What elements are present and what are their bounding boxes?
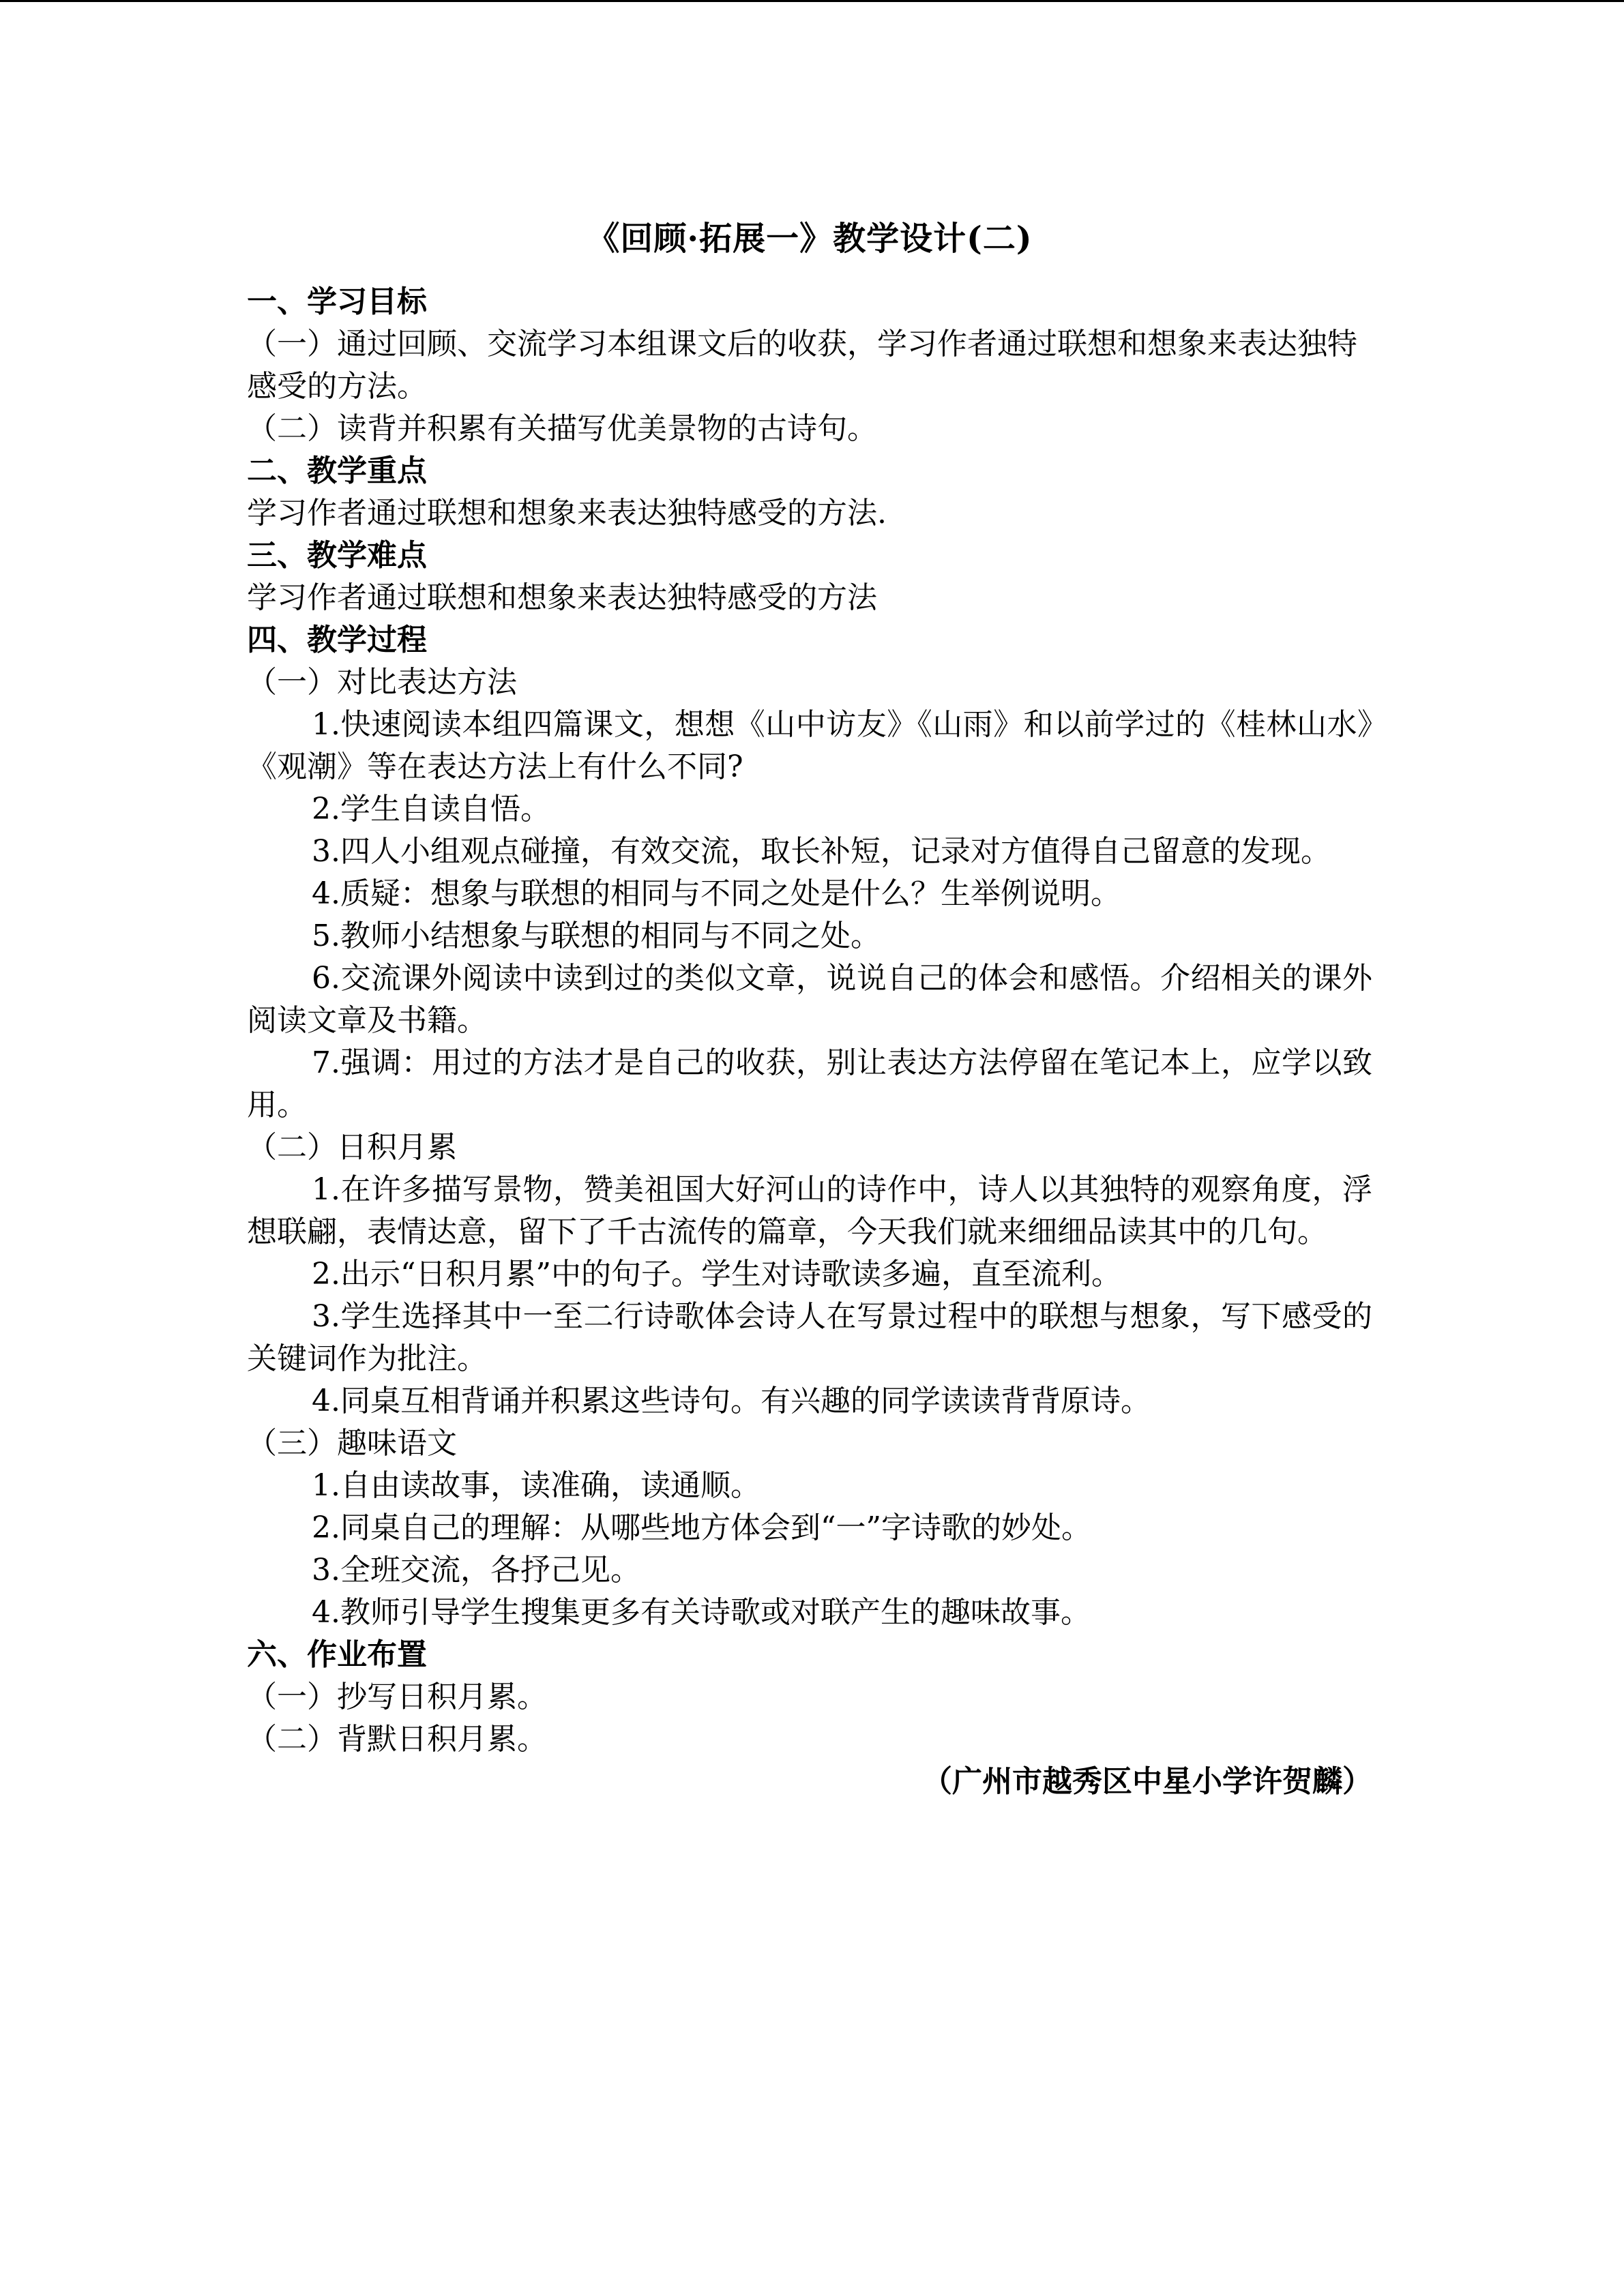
list-item: 6.交流课外阅读中读到过的类似文章，说说自己的体会和感悟。介绍相关的课外阅读文章及书籍。 bbox=[247, 961, 1372, 1038]
subsection-line: （二）背默日积月累。 bbox=[247, 1722, 547, 1757]
subsection-line: （三）趣味语文 bbox=[247, 1426, 457, 1461]
document-title: 《回顾·拓展一》教学设计(二) bbox=[587, 220, 1033, 258]
paragraph: 学习作者通过联想和想象来表达独特感受的方法. bbox=[247, 496, 887, 531]
section-heading: 四、教学过程 bbox=[247, 623, 427, 657]
paragraph: 学习作者通过联想和想象来表达独特感受的方法 bbox=[247, 580, 877, 615]
list-item: 1.自由读故事，读准确，读通顺。 bbox=[312, 1468, 761, 1503]
subsection-line: （一）对比表达方法 bbox=[247, 665, 517, 700]
section-heading: 三、教学难点 bbox=[247, 538, 427, 573]
section bbox=[247, 619, 1372, 1634]
author-signature: （广州市越秀区中星小学许贺麟） bbox=[922, 1764, 1372, 1799]
list-item: 4.同桌互相背诵并积累这些诗句。有兴趣的同学读读背背原诗。 bbox=[312, 1384, 1151, 1418]
subsection-line: （一）通过回顾、交流学习本组课文后的收获，学习作者通过联想和想象来表达独特感受的方法。 bbox=[247, 327, 1357, 404]
section-heading: 二、教学重点 bbox=[247, 453, 427, 488]
list-item: 7.强调：用过的方法才是自己的收获，别让表达方法停留在笔记本上，应学以致用。 bbox=[247, 1045, 1372, 1122]
document-page bbox=[247, 205, 1372, 1803]
list-item: 2.同桌自己的理解：从哪些地方体会到“一”字诗歌的妙处。 bbox=[312, 1510, 1091, 1545]
list-item: 3.学生选择其中一至二行诗歌体会诗人在写景过程中的联想与想象，写下感受的关键词作为批注。 bbox=[247, 1299, 1372, 1376]
subsection-line: （二）读背并积累有关描写优美景物的古诗句。 bbox=[247, 411, 877, 446]
list-item: 1.在许多描写景物，赞美祖国大好河山的诗作中，诗人以其独特的观察角度，浮想联翩，表情达意，留下了千古流传的篇章，今天我们就来细细品读其中的几句。 bbox=[247, 1172, 1372, 1249]
list-item: 5.教师小结想象与联想的相同与不同之处。 bbox=[312, 919, 881, 953]
document-body bbox=[247, 281, 1372, 1761]
section bbox=[247, 281, 1372, 450]
list-item: 3.四人小组观点碰撞，有效交流，取长补短，记录对方值得自己留意的发现。 bbox=[312, 834, 1331, 869]
list-item: 2.学生自读自悟。 bbox=[312, 792, 550, 826]
section bbox=[247, 1634, 1372, 1761]
section bbox=[247, 450, 1372, 535]
section-heading: 六、作业布置 bbox=[247, 1637, 427, 1672]
subsection-line: （一）抄写日积月累。 bbox=[247, 1680, 547, 1714]
top-border-rule bbox=[0, 0, 1624, 2]
list-item: 4.教师引导学生搜集更多有关诗歌或对联产生的趣味故事。 bbox=[312, 1595, 1091, 1630]
section-heading: 一、学习目标 bbox=[247, 284, 427, 319]
list-item: 3.全班交流，各抒己见。 bbox=[312, 1553, 640, 1587]
section bbox=[247, 535, 1372, 619]
list-item: 1.快速阅读本组四篇课文，想想《山中访友》《山雨》和以前学过的《桂林山水》《观潮》等在表达方法上有什么不同? bbox=[247, 707, 1372, 784]
list-item: 2.出示“日积月累”中的句子。学生对诗歌读多遍，直至流利。 bbox=[312, 1257, 1121, 1292]
subsection-line: （二）日积月累 bbox=[247, 1130, 457, 1165]
list-item: 4.质疑：想象与联想的相同与不同之处是什么？生举例说明。 bbox=[312, 876, 1121, 911]
